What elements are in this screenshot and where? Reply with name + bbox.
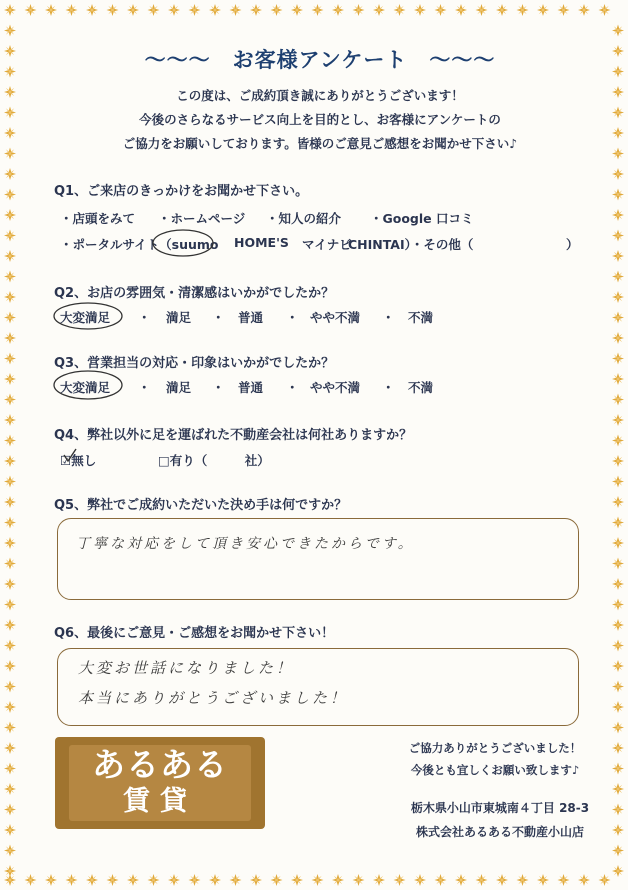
border-star (4, 127, 16, 139)
q1-option-google[interactable]: ・Google 口コミ (370, 211, 474, 226)
q6-question: Q6、最後にご意見・ご感想をお聞かせ下さい！ (54, 626, 335, 641)
q2-option-satisfied[interactable]: 満足 (166, 310, 192, 325)
thanks-line: 今後とも宜しくお願い致します♪ (410, 763, 580, 777)
logo-plate (69, 745, 251, 821)
border-star (612, 230, 624, 242)
border-star (612, 619, 624, 631)
border-star (612, 107, 624, 119)
border-star (4, 66, 16, 78)
border-star (612, 66, 624, 78)
border-star (4, 291, 16, 303)
border-star (4, 271, 16, 283)
border-star (612, 127, 624, 139)
border-star (4, 435, 16, 447)
q1-option-mynavi[interactable]: マイナビ (302, 237, 352, 252)
q6-handwritten-line: 大変お世話になりました！ (78, 659, 295, 677)
border-star (4, 148, 16, 160)
border-star (612, 578, 624, 590)
border-star (612, 189, 624, 201)
q3-option-dissatisfied[interactable]: 不満 (408, 380, 434, 395)
border-star (4, 874, 16, 886)
border-star (4, 845, 16, 857)
border-star (4, 312, 16, 324)
border-star (4, 189, 16, 201)
border-star (4, 517, 16, 529)
border-star (4, 619, 16, 631)
border-star (612, 722, 624, 734)
q3-separator: ・ (138, 380, 151, 395)
border-star (612, 599, 624, 611)
q4-option-some-checkbox[interactable]: □有り（ 社） (158, 453, 270, 468)
q3-separator: ・ (286, 380, 299, 395)
q1-option-homes[interactable]: HOME'S (234, 235, 289, 250)
border-star (612, 312, 624, 324)
border-star (4, 763, 16, 775)
border-star (4, 332, 16, 344)
q2-separator: ・ (212, 310, 225, 325)
border-star (612, 845, 624, 857)
q6-answer-box[interactable] (57, 648, 579, 726)
border-star (612, 640, 624, 652)
border-star (25, 4, 37, 16)
q1-option-chintai-other[interactable]: CHINTAI）・その他（ (348, 237, 474, 252)
intro-line: この度は、ご成約頂き誠にありがとうございます！ (176, 88, 464, 103)
q1-option-referral[interactable]: ・知人の紹介 (266, 211, 342, 226)
border-star (612, 271, 624, 283)
q2-separator: ・ (138, 310, 151, 325)
border-star (612, 45, 624, 57)
border-star (4, 722, 16, 734)
q2-option-somewhat-dissatisfied[interactable]: やや不満 (310, 310, 361, 325)
border-star (4, 168, 16, 180)
border-star (4, 25, 16, 37)
page-title: ～～～ お客様アンケート ～～～ (144, 48, 496, 72)
logo-text-top: あるある (92, 745, 228, 784)
border-star (612, 701, 624, 713)
border-star (612, 742, 624, 754)
border-star (4, 742, 16, 754)
q2-separator: ・ (382, 310, 395, 325)
border-star (612, 209, 624, 221)
q2-option-neutral[interactable]: 普通 (238, 310, 264, 325)
border-star (4, 496, 16, 508)
border-star (612, 763, 624, 775)
border-star (4, 230, 16, 242)
q1-option-homepage[interactable]: ・ホームページ (158, 211, 246, 226)
border-star (4, 353, 16, 365)
intro-text (40, 84, 600, 156)
border-star (4, 4, 16, 16)
logo-text-bottom: 賃貸 (123, 786, 197, 817)
border-star (612, 660, 624, 672)
border-star (612, 250, 624, 262)
border-star (612, 332, 624, 344)
border-star (4, 599, 16, 611)
q6-handwritten-line: 本当にありがとうございました！ (78, 689, 349, 707)
q5-question: Q5、弊社でご成約いただいた決め手は何ですか？ (54, 498, 348, 513)
border-star (4, 455, 16, 467)
q2-option-dissatisfied[interactable]: 不満 (408, 310, 434, 325)
border-star (4, 783, 16, 795)
q3-option-very-satisfied[interactable]: 大変満足 (60, 380, 111, 395)
q1-question: Q1、ご来店のきっかけをお聞かせ下さい。 (54, 184, 309, 199)
q3-separator: ・ (382, 380, 395, 395)
border-star (612, 353, 624, 365)
border-star (4, 824, 16, 836)
company-logo (55, 737, 265, 829)
border-star (612, 168, 624, 180)
border-star (4, 865, 16, 877)
border-star (612, 414, 624, 426)
q3-option-neutral[interactable]: 普通 (238, 380, 264, 395)
q3-option-somewhat-dissatisfied[interactable]: やや不満 (310, 380, 361, 395)
border-star (4, 558, 16, 570)
border-star (4, 578, 16, 590)
q3-question: Q3、営業担当の対応・印象はいかがでしたか？ (54, 356, 335, 371)
q5-answer-box[interactable] (57, 518, 579, 600)
company-name: 株式会社あるある不動産小山店 (415, 825, 584, 839)
border-star (25, 874, 37, 886)
q1-option-storefront[interactable]: ・店頭をみて (60, 211, 136, 226)
border-star (4, 250, 16, 262)
q1-other-close: ） (566, 237, 579, 252)
border-star (4, 394, 16, 406)
border-star (612, 291, 624, 303)
border-star (4, 681, 16, 693)
border-star (4, 45, 16, 57)
border-star (612, 558, 624, 570)
q2-question: Q2、お店の雰囲気・清潔感はいかがでしたか？ (54, 286, 335, 301)
border-star (4, 701, 16, 713)
border-star (4, 476, 16, 488)
border-star (612, 476, 624, 488)
border-star (4, 107, 16, 119)
q1-option-portal-suumo[interactable]: ・ポータルサイト（suumo (60, 237, 219, 252)
q4-option-none-checkbox[interactable]: ☑無し (60, 453, 97, 468)
border-star (612, 681, 624, 693)
border-star (4, 209, 16, 221)
border-star (4, 537, 16, 549)
border-star (612, 783, 624, 795)
border-star (612, 865, 624, 877)
q2-option-very-satisfied[interactable]: 大変満足 (60, 310, 111, 325)
border-star (612, 435, 624, 447)
q3-separator: ・ (212, 380, 225, 395)
border-star (612, 394, 624, 406)
border-star (4, 86, 16, 98)
border-star (4, 414, 16, 426)
border-star (612, 25, 624, 37)
intro-line: 今後のさらなるサービス向上を目的とし、お客様にアンケートの (139, 112, 501, 127)
border-star (4, 373, 16, 385)
border-star (4, 640, 16, 652)
border-star (612, 517, 624, 529)
border-star (612, 496, 624, 508)
border-star (612, 455, 624, 467)
q5-handwritten-answer: 丁寧な対応をして頂き安心できたからです。 (76, 536, 415, 552)
border-star (4, 660, 16, 672)
border-star (599, 874, 611, 886)
intro-line: ご協力をお願いしております。皆様のご意見ご感想をお聞かせ下さい♪ (122, 136, 518, 151)
q2-separator: ・ (286, 310, 299, 325)
border-star (612, 537, 624, 549)
border-star (4, 804, 16, 816)
q3-option-satisfied[interactable]: 満足 (166, 380, 192, 395)
company-address: 栃木県小山市東城南４丁目 28-3 (410, 801, 590, 815)
border-star (599, 4, 611, 16)
thanks-line: ご協力ありがとうございました！ (408, 741, 582, 755)
border-star (612, 148, 624, 160)
border-star (612, 86, 624, 98)
q4-question: Q4、弊社以外に足を運ばれた不動産会社は何社ありますか？ (54, 428, 413, 443)
border-star (612, 373, 624, 385)
